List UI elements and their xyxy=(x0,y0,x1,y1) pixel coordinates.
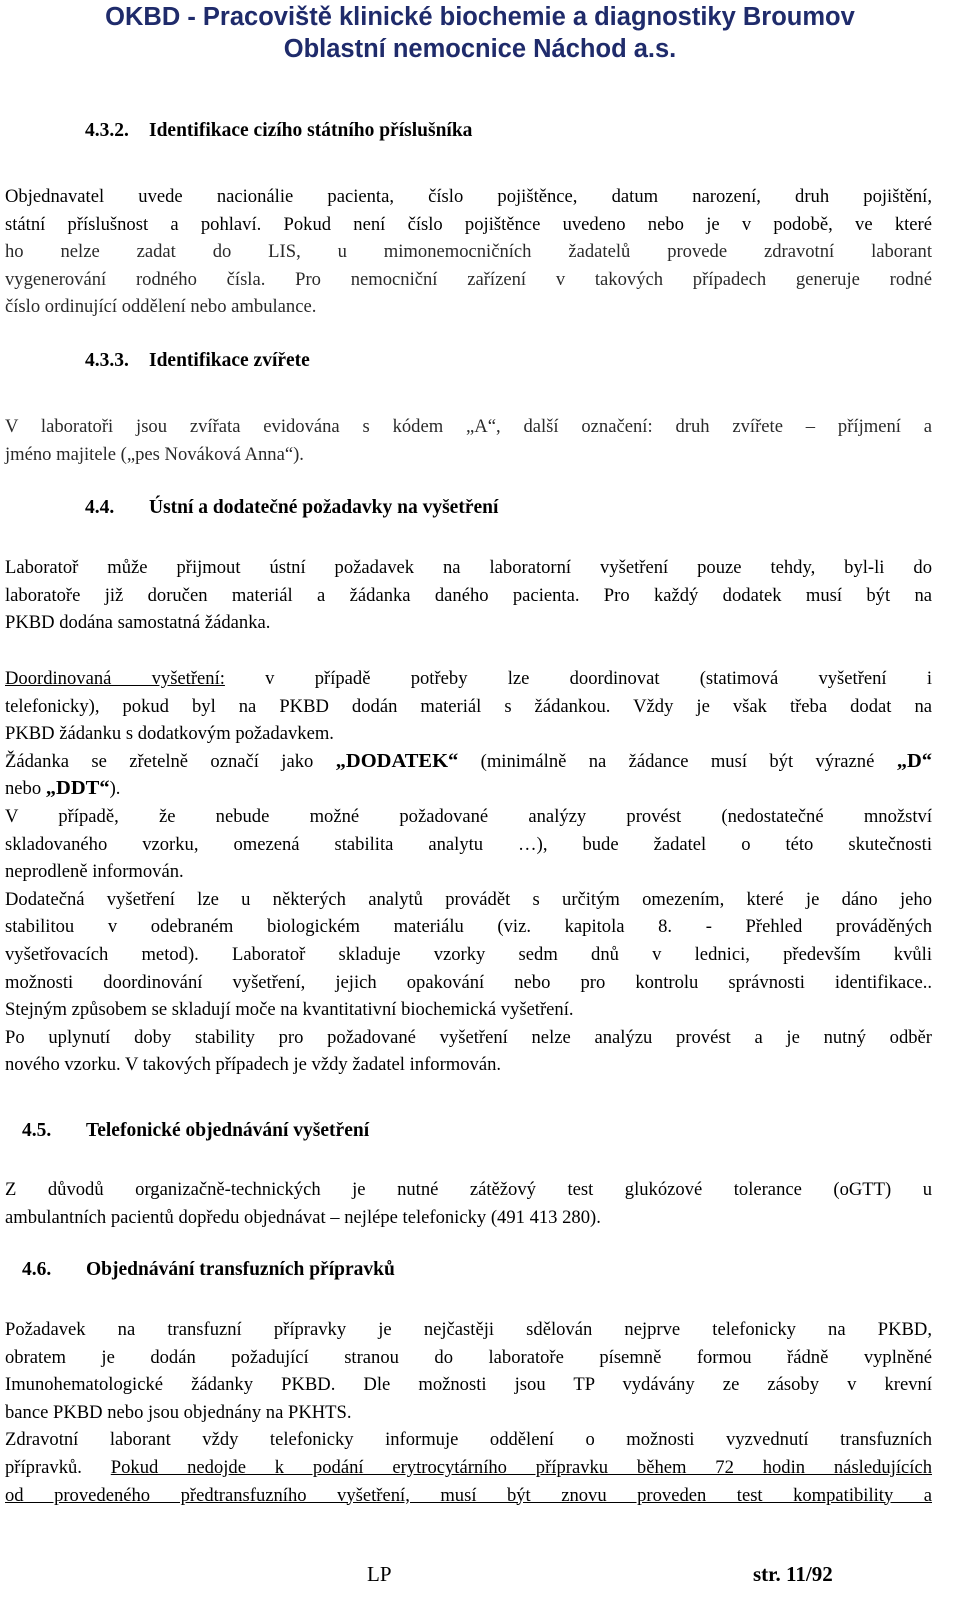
footer-left: LP xyxy=(367,1562,392,1586)
text-line: neprodleně informován. xyxy=(5,861,184,883)
text-line: PKBD dodána samostatná žádanka. xyxy=(5,612,271,634)
text-line: Z důvodů organizačně-technických je nutné zátěžový test glukózové tolerance (oGTT) u xyxy=(5,1179,932,1200)
heading-4-5 xyxy=(22,1120,369,1142)
underlined-text: Pokud nedojde k podání erytrocytárního přípravku během 72 hodin následujících xyxy=(110,1456,932,1478)
text-line: skladovaného vzorku, omezená stabilita analytu …), bude žadatel o této skutečnosti xyxy=(5,833,932,855)
text-line xyxy=(5,665,932,693)
text-span: Žádanka se zřetelně označí jako xyxy=(5,750,336,772)
text-line: V laboratoři jsou zvířata evidována s kódem „A“, další označení: druh zvířete – příjmení a xyxy=(5,416,932,437)
paragraph-4-3-3 xyxy=(5,413,932,468)
text-line: číslo ordinující oddělení nebo ambulance. xyxy=(5,296,317,318)
text-span: nebo xyxy=(5,778,46,800)
text-line: Laboratoř může přijmout ústní požadavek na laboratorní vyšetření pouze tehdy, byl-li do xyxy=(5,557,932,578)
text-line: možnosti doordinování vyšetření, jejich opakování nebo pro kontrolu správnosti identifikace.. xyxy=(5,971,932,993)
heading-number: 4.5. xyxy=(22,1120,52,1141)
text-line: ambulantních pacientů dopředu objednávat – nejlépe telefonicky (491 413 280). xyxy=(5,1206,601,1228)
heading-4-3-3 xyxy=(85,350,310,372)
ddt-mark: „DDT“ xyxy=(45,777,110,800)
text-line: Imunohematologické žádanky PKBD. Dle možnosti jsou TP vydávány ze zásoby v krevní xyxy=(5,1374,932,1396)
header-line-1: OKBD - Pracoviště klinické biochemie a diagnostiky Broumov xyxy=(105,3,855,31)
text-line: vygenerování rodného čísla. Pro nemocniční zařízení v takových případech generuje rodné xyxy=(5,268,932,290)
d-mark: „D“ xyxy=(896,749,932,772)
text-line: laboratoře již doručen materiál a žádanka daného pacienta. Pro každý dodatek musí být na xyxy=(5,584,932,606)
text-line: Požadavek na transfuzní přípravky je nejčastěji sdělován nejprve telefonicky na PKBD, xyxy=(5,1319,932,1340)
paragraph-4-6 xyxy=(5,1316,932,1509)
heading-4-4 xyxy=(85,497,498,519)
text-line: Dodatečná vyšetření lze u některých analytů provádět s určitým omezením, které je dáno jeho xyxy=(5,888,932,910)
text-line: Po uplynutí doby stability pro požadované vyšetření nelze analýzu provést a je nutný odběr xyxy=(5,1026,932,1048)
heading-title: Ústní a dodatečné požadavky na vyšetření xyxy=(149,497,499,518)
heading-title: Identifikace zvířete xyxy=(149,350,310,371)
heading-title: Objednávání transfuzních přípravků xyxy=(86,1259,395,1280)
paragraph-4-3-2 xyxy=(5,183,932,321)
heading-4-3-2 xyxy=(85,120,472,142)
page-number: str. 11/92 xyxy=(753,1562,833,1586)
header-line-2: Oblastní nemocnice Náchod a.s. xyxy=(283,35,677,63)
text-line: V případě, že nebude možné požadované analýzy provést (nedostatečné množství xyxy=(5,805,932,827)
text-line: stabilitou v odebraném biologickém materiálu (viz. kapitola 8. - Přehled prováděných xyxy=(5,916,932,938)
text-line: bance PKBD nebo jsou objednány na PKHTS. xyxy=(5,1401,352,1423)
text-line: PKBD žádanku s dodatkovým požadavkem. xyxy=(5,723,334,745)
text-span: přípravků. xyxy=(5,1456,111,1478)
text-line: Objednavatel uvede nacionálie pacienta, číslo pojištěnce, datum narození, druh pojištění, xyxy=(5,186,932,207)
doordinovana-label: Doordinovaná vyšetření: xyxy=(5,668,225,689)
dodatek-mark: „DODATEK“ xyxy=(335,749,459,772)
text-line: Stejným způsobem se skladují moče na kvantitativní biochemická vyšetření. xyxy=(5,999,574,1021)
text-line: státní příslušnost a pohlaví. Pokud není číslo pojištěnce uvedeno nebo je v podobě, ve které xyxy=(5,213,932,235)
text-span: (minimálně na žádance musí být výrazné xyxy=(458,750,897,772)
text-line xyxy=(5,775,932,803)
paragraph-4-4-1 xyxy=(5,554,932,637)
heading-4-6 xyxy=(22,1259,395,1281)
text-line: telefonicky), pokud byl na PKBD dodán materiál s žádankou. Vždy je však třeba dodat na xyxy=(5,695,932,717)
heading-number: 4.3.3. xyxy=(85,350,129,371)
heading-title: Telefonické objednávání vyšetření xyxy=(86,1120,370,1141)
text-line xyxy=(5,1454,932,1482)
paragraph-4-4-2 xyxy=(5,665,932,1079)
text-span: ). xyxy=(109,778,121,800)
text-line: obratem je dodán požadující stranou do laboratoře písemně formou řádně vyplněné xyxy=(5,1346,932,1368)
text-line: vyšetřovacích metod). Laboratoř skladuje vzorky sedm dnů v lednici, především kvůli xyxy=(5,943,932,965)
text-line: od provedeného předtransfuzního vyšetření, musí být znovu proveden test kompatibility a xyxy=(5,1484,932,1506)
text-line: jméno majitele („pes Nováková Anna“). xyxy=(5,443,304,465)
text-span: v případě potřeby lze doordinovat (statimová vyšetření i xyxy=(224,668,933,689)
paragraph-4-5 xyxy=(5,1176,932,1231)
heading-number: 4.4. xyxy=(85,497,115,518)
text-line: Zdravotní laborant vždy telefonicky informuje oddělení o možnosti vyzvednutí transfuzních xyxy=(5,1429,932,1451)
heading-title: Identifikace cizího státního příslušníka xyxy=(149,120,473,141)
text-line: nového vzorku. V takových případech je vždy žadatel informován. xyxy=(5,1054,502,1076)
heading-number: 4.6. xyxy=(22,1259,52,1280)
text-line xyxy=(5,748,932,776)
heading-number: 4.3.2. xyxy=(85,120,129,141)
text-line: ho nelze zadat do LIS, u mimonemocničních žadatelů provede zdravotní laborant xyxy=(5,241,932,263)
